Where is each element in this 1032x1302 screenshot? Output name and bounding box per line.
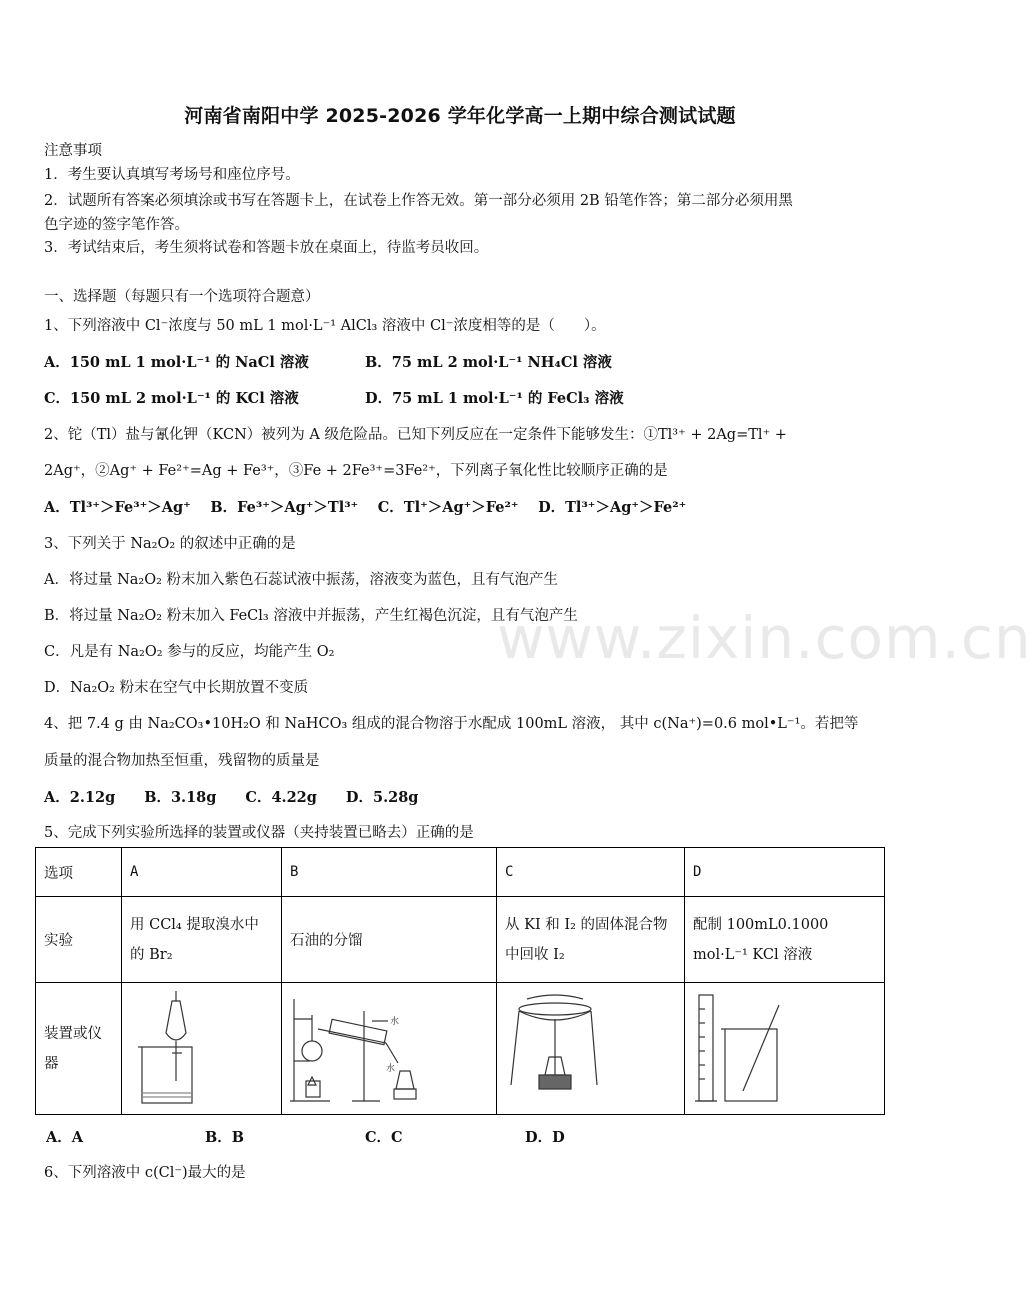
separatory-funnel-illustration — [130, 989, 220, 1109]
notice-item-3: 3．考试结束后，考生须将试卷和答题卡放在桌面上，待监考员收回。 — [44, 240, 489, 256]
sublimation-illustration — [505, 989, 655, 1109]
header-cell-c: C — [497, 848, 685, 897]
notice-item-2-cont: 色字迹的签字笔作答。 — [44, 217, 189, 233]
q1-option-c: C．150 mL 2 mol·L⁻¹ 的 KCl 溶液 — [44, 390, 299, 407]
apparatus-cell-a — [122, 983, 282, 1115]
q4-options: A．2.12g B．3.18g C．4.22g D．5.28g — [44, 789, 419, 806]
q1-option-a: A．150 mL 1 mol·L⁻¹ 的 NaCl 溶液 — [44, 354, 309, 371]
q3-option-b: B．将过量 Na₂O₂ 粉末加入 FeCl₃ 溶液中并振荡，产生红褐色沉淀，且有气泡产生 — [44, 608, 578, 624]
page-title: 河南省南阳中学 2025-2026 学年化学高一上期中综合测试试题 — [184, 105, 736, 127]
exp-cell-c: 从 KI 和 I₂ 的固体混合物中回收 I₂ — [497, 897, 685, 983]
q6-stem: 6、下列溶液中 c(Cl⁻)最大的是 — [44, 1165, 246, 1181]
notice-item-1: 1．考生要认真填写考场号和座位序号。 — [44, 167, 300, 183]
header-cell-option: 选项 — [36, 848, 122, 897]
exp-cell-a: 用 CCl₄ 提取溴水中的 Br₂ — [122, 897, 282, 983]
header-cell-b: B — [282, 848, 497, 897]
q5-stem: 5、完成下列实验所选择的装置或仪器（夹持装置已略去）正确的是 — [44, 825, 474, 841]
q2-stem-line2: 2Ag⁺，②Ag⁺ + Fe²⁺=Ag + Fe³⁺，③Fe + 2Fe³⁺=3Fe²⁺，下列离子氧化性比较顺序正确的是 — [44, 463, 668, 479]
q5-option-a: A．A — [46, 1129, 84, 1146]
q3-option-a: A．将过量 Na₂O₂ 粉末加入紫色石蕊试液中振荡，溶液变为蓝色，且有气泡产生 — [44, 572, 559, 588]
section-heading: 一、选择题（每题只有一个选项符合题意） — [44, 289, 320, 305]
q3-stem: 3、下列关于 Na₂O₂ 的叙述中正确的是 — [44, 536, 296, 552]
notice-item-2: 2．试题所有答案必须填涂或书写在答题卡上，在试卷上作答无效。第一部分必须用 2B 铅笔作答；第二部分必须用黑 — [44, 193, 793, 209]
q2-options: A．Tl³⁺＞Fe³⁺＞Ag⁺ B．Fe³⁺＞Ag⁺＞Tl³⁺ C．Tl⁺＞Ag⁺＞Fe²⁺ D．Tl³⁺＞Ag⁺＞Fe²⁺ — [44, 499, 687, 516]
apparatus-cell-b — [282, 983, 497, 1115]
apparatus-cell-d — [685, 983, 885, 1115]
notice-heading: 注意事项 — [44, 143, 102, 159]
exp-cell-d: 配制 100mL0.1000 mol·L⁻¹ KCl 溶液 — [685, 897, 885, 983]
q5-option-c: C．C — [365, 1129, 403, 1146]
table-row-apparatus — [36, 983, 885, 1115]
q3-option-d: D．Na₂O₂ 粉末在空气中长期放置不变质 — [44, 680, 309, 696]
condenser-inlet-label: 水 — [386, 1063, 396, 1074]
distillation-illustration — [290, 989, 472, 1109]
table-header-row — [36, 848, 885, 897]
q2-stem-line1: 2、铊（Tl）盐与氰化钾（KCN）被列为 A 级危险品。已知下列反应在一定条件下能够发生：①Tl³⁺ + 2Ag=Tl⁺ + — [44, 427, 787, 443]
q1-option-b: B．75 mL 2 mol·L⁻¹ NH₄Cl 溶液 — [365, 354, 612, 371]
cylinder-beaker-illustration — [693, 989, 813, 1109]
q3-option-c: C．凡是有 Na₂O₂ 参与的反应，均能产生 O₂ — [44, 644, 335, 660]
q5-table — [35, 847, 885, 1115]
row-label-experiment: 实验 — [36, 897, 122, 983]
condenser-outlet-label: 水 — [390, 1016, 400, 1027]
q4-stem-line1: 4、把 7.4 g 由 Na₂CO₃•10H₂O 和 NaHCO₃ 组成的混合物溶于水配成 100mL 溶液， 其中 c(Na⁺)=0.6 mol•L⁻¹。若把等 — [44, 716, 859, 732]
q5-option-b: B．B — [205, 1129, 245, 1146]
watermark: www.zixin.com.cn — [497, 604, 1032, 672]
row-label-apparatus: 装置或仪器 — [36, 983, 122, 1115]
apparatus-cell-c — [497, 983, 685, 1115]
q1-stem: 1、下列溶液中 Cl⁻浓度与 50 mL 1 mol·L⁻¹ AlCl₃ 溶液中 Cl⁻浓度相等的是（ ）。 — [44, 318, 606, 334]
header-cell-a: A — [122, 848, 282, 897]
exp-cell-b: 石油的分馏 — [282, 897, 497, 983]
q5-option-d: D．D — [525, 1129, 565, 1146]
header-cell-d: D — [685, 848, 885, 897]
table-row-experiment — [36, 897, 885, 983]
q4-stem-line2: 质量的混合物加热至恒重，残留物的质量是 — [44, 753, 320, 769]
q1-option-d: D．75 mL 1 mol·L⁻¹ 的 FeCl₃ 溶液 — [365, 390, 624, 407]
